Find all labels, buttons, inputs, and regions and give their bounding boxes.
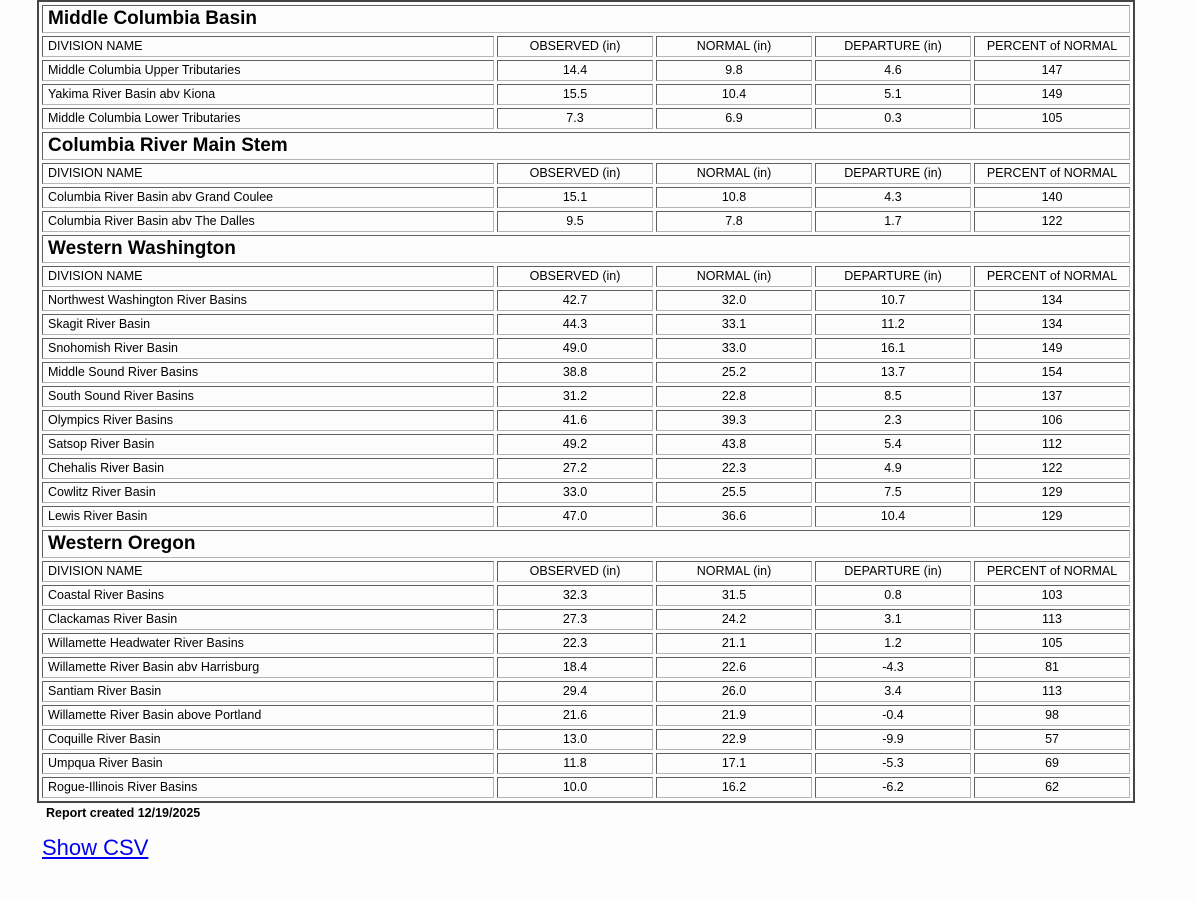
normal-cell: 22.8 bbox=[656, 386, 812, 407]
column-header: OBSERVED (in) bbox=[497, 266, 653, 287]
observed-cell: 27.2 bbox=[497, 458, 653, 479]
column-header: PERCENT of NORMAL bbox=[974, 163, 1130, 184]
table-row bbox=[42, 705, 1130, 726]
table-row bbox=[42, 609, 1130, 630]
section-title-cell bbox=[42, 235, 1130, 263]
observed-cell: 47.0 bbox=[497, 506, 653, 527]
normal-cell: 26.0 bbox=[656, 681, 812, 702]
observed-cell: 11.8 bbox=[497, 753, 653, 774]
column-header-row bbox=[42, 266, 1130, 287]
normal-cell: 16.2 bbox=[656, 777, 812, 798]
departure-cell: 4.3 bbox=[815, 187, 971, 208]
normal-cell: 17.1 bbox=[656, 753, 812, 774]
division-name-cell: Coastal River Basins bbox=[42, 585, 494, 606]
table-row bbox=[42, 753, 1130, 774]
column-header: NORMAL (in) bbox=[656, 36, 812, 57]
normal-cell: 22.6 bbox=[656, 657, 812, 678]
division-name-cell: Middle Sound River Basins bbox=[42, 362, 494, 383]
division-name-cell: Cowlitz River Basin bbox=[42, 482, 494, 503]
observed-cell: 44.3 bbox=[497, 314, 653, 335]
division-name-cell: Santiam River Basin bbox=[42, 681, 494, 702]
table-row bbox=[42, 729, 1130, 750]
percent-of-normal-cell: 69 bbox=[974, 753, 1130, 774]
departure-cell: 16.1 bbox=[815, 338, 971, 359]
normal-cell: 25.5 bbox=[656, 482, 812, 503]
section-title: Middle Columbia Basin bbox=[48, 8, 258, 29]
departure-cell: 10.4 bbox=[815, 506, 971, 527]
table-row bbox=[42, 60, 1130, 81]
observed-cell: 31.2 bbox=[497, 386, 653, 407]
normal-cell: 31.5 bbox=[656, 585, 812, 606]
table-row bbox=[42, 585, 1130, 606]
percent-of-normal-cell: 147 bbox=[974, 60, 1130, 81]
normal-cell: 21.9 bbox=[656, 705, 812, 726]
normal-cell: 25.2 bbox=[656, 362, 812, 383]
division-name-cell: Columbia River Basin abv The Dalles bbox=[42, 211, 494, 232]
departure-cell: -0.4 bbox=[815, 705, 971, 726]
column-header: NORMAL (in) bbox=[656, 163, 812, 184]
division-name-cell: South Sound River Basins bbox=[42, 386, 494, 407]
departure-cell: 11.2 bbox=[815, 314, 971, 335]
normal-cell: 36.6 bbox=[656, 506, 812, 527]
normal-cell: 24.2 bbox=[656, 609, 812, 630]
percent-of-normal-cell: 140 bbox=[974, 187, 1130, 208]
section-title-row bbox=[42, 5, 1130, 33]
observed-cell: 18.4 bbox=[497, 657, 653, 678]
departure-cell: 1.2 bbox=[815, 633, 971, 654]
percent-of-normal-cell: 105 bbox=[974, 108, 1130, 129]
table-row bbox=[42, 362, 1130, 383]
table-row bbox=[42, 338, 1130, 359]
percent-of-normal-cell: 149 bbox=[974, 338, 1130, 359]
column-header: DIVISION NAME bbox=[42, 561, 494, 582]
column-header: PERCENT of NORMAL bbox=[974, 36, 1130, 57]
departure-cell: 3.1 bbox=[815, 609, 971, 630]
division-name-cell: Snohomish River Basin bbox=[42, 338, 494, 359]
section-title: Western Washington bbox=[48, 238, 236, 259]
report-created-text: Report created 12/19/2025 bbox=[46, 806, 201, 820]
percent-of-normal-cell: 81 bbox=[974, 657, 1130, 678]
departure-cell: -6.2 bbox=[815, 777, 971, 798]
departure-cell: 4.6 bbox=[815, 60, 971, 81]
column-header-row bbox=[42, 36, 1130, 57]
observed-cell: 9.5 bbox=[497, 211, 653, 232]
normal-cell: 10.8 bbox=[656, 187, 812, 208]
observed-cell: 33.0 bbox=[497, 482, 653, 503]
observed-cell: 38.8 bbox=[497, 362, 653, 383]
percent-of-normal-cell: 154 bbox=[974, 362, 1130, 383]
division-name-cell: Columbia River Basin abv Grand Coulee bbox=[42, 187, 494, 208]
percent-of-normal-cell: 113 bbox=[974, 609, 1130, 630]
division-name-cell: Yakima River Basin abv Kiona bbox=[42, 84, 494, 105]
departure-cell: 2.3 bbox=[815, 410, 971, 431]
table-row bbox=[42, 458, 1130, 479]
departure-cell: 4.9 bbox=[815, 458, 971, 479]
section-title-cell bbox=[42, 132, 1130, 160]
percent-of-normal-cell: 103 bbox=[974, 585, 1130, 606]
table-row bbox=[42, 187, 1130, 208]
observed-cell: 15.5 bbox=[497, 84, 653, 105]
table-row bbox=[42, 211, 1130, 232]
percent-of-normal-cell: 134 bbox=[974, 314, 1130, 335]
column-header: NORMAL (in) bbox=[656, 561, 812, 582]
column-header: PERCENT of NORMAL bbox=[974, 266, 1130, 287]
observed-cell: 42.7 bbox=[497, 290, 653, 311]
section-title-row bbox=[42, 132, 1130, 160]
percent-of-normal-cell: 137 bbox=[974, 386, 1130, 407]
division-name-cell: Middle Columbia Upper Tributaries bbox=[42, 60, 494, 81]
column-header: DEPARTURE (in) bbox=[815, 561, 971, 582]
column-header: DIVISION NAME bbox=[42, 266, 494, 287]
column-header: PERCENT of NORMAL bbox=[974, 561, 1130, 582]
normal-cell: 22.9 bbox=[656, 729, 812, 750]
column-header: DIVISION NAME bbox=[42, 163, 494, 184]
table-row bbox=[42, 633, 1130, 654]
normal-cell: 39.3 bbox=[656, 410, 812, 431]
table-row bbox=[42, 482, 1130, 503]
normal-cell: 21.1 bbox=[656, 633, 812, 654]
section-title: Western Oregon bbox=[48, 533, 196, 554]
column-header: OBSERVED (in) bbox=[497, 163, 653, 184]
observed-cell: 13.0 bbox=[497, 729, 653, 750]
section-title-row bbox=[42, 235, 1130, 263]
departure-cell: 8.5 bbox=[815, 386, 971, 407]
report-table-body bbox=[42, 5, 1130, 798]
percent-of-normal-cell: 62 bbox=[974, 777, 1130, 798]
table-row bbox=[42, 386, 1130, 407]
departure-cell: 7.5 bbox=[815, 482, 971, 503]
departure-cell: 5.1 bbox=[815, 84, 971, 105]
table-row bbox=[42, 777, 1130, 798]
observed-cell: 21.6 bbox=[497, 705, 653, 726]
column-header-row bbox=[42, 561, 1130, 582]
column-header: DEPARTURE (in) bbox=[815, 163, 971, 184]
normal-cell: 6.9 bbox=[656, 108, 812, 129]
section-title-row bbox=[42, 530, 1130, 558]
division-name-cell: Northwest Washington River Basins bbox=[42, 290, 494, 311]
column-header: DIVISION NAME bbox=[42, 36, 494, 57]
normal-cell: 10.4 bbox=[656, 84, 812, 105]
departure-cell: 13.7 bbox=[815, 362, 971, 383]
normal-cell: 22.3 bbox=[656, 458, 812, 479]
column-header: OBSERVED (in) bbox=[497, 36, 653, 57]
observed-cell: 14.4 bbox=[497, 60, 653, 81]
division-name-cell: Umpqua River Basin bbox=[42, 753, 494, 774]
percent-of-normal-cell: 149 bbox=[974, 84, 1130, 105]
table-row bbox=[42, 506, 1130, 527]
percent-of-normal-cell: 129 bbox=[974, 482, 1130, 503]
departure-cell: 3.4 bbox=[815, 681, 971, 702]
table-row bbox=[42, 108, 1130, 129]
table-row bbox=[42, 681, 1130, 702]
division-name-cell: Skagit River Basin bbox=[42, 314, 494, 335]
division-name-cell: Olympics River Basins bbox=[42, 410, 494, 431]
percent-of-normal-cell: 112 bbox=[974, 434, 1130, 455]
percent-of-normal-cell: 122 bbox=[974, 211, 1130, 232]
departure-cell: -9.9 bbox=[815, 729, 971, 750]
normal-cell: 7.8 bbox=[656, 211, 812, 232]
section-title-cell bbox=[42, 5, 1130, 33]
division-name-cell: Coquille River Basin bbox=[42, 729, 494, 750]
percent-of-normal-cell: 98 bbox=[974, 705, 1130, 726]
observed-cell: 49.2 bbox=[497, 434, 653, 455]
table-row bbox=[42, 434, 1130, 455]
departure-cell: 0.3 bbox=[815, 108, 971, 129]
column-header-row bbox=[42, 163, 1130, 184]
show-csv-link[interactable]: Show CSV bbox=[42, 835, 149, 860]
precipitation-report-table bbox=[37, 0, 1135, 803]
division-name-cell: Willamette River Basin abv Harrisburg bbox=[42, 657, 494, 678]
column-header: DEPARTURE (in) bbox=[815, 36, 971, 57]
departure-cell: -5.3 bbox=[815, 753, 971, 774]
division-name-cell: Middle Columbia Lower Tributaries bbox=[42, 108, 494, 129]
observed-cell: 7.3 bbox=[497, 108, 653, 129]
division-name-cell: Willamette River Basin above Portland bbox=[42, 705, 494, 726]
observed-cell: 49.0 bbox=[497, 338, 653, 359]
division-name-cell: Clackamas River Basin bbox=[42, 609, 494, 630]
percent-of-normal-cell: 57 bbox=[974, 729, 1130, 750]
departure-cell: 5.4 bbox=[815, 434, 971, 455]
table-row bbox=[42, 410, 1130, 431]
division-name-cell: Satsop River Basin bbox=[42, 434, 494, 455]
table-row bbox=[42, 314, 1130, 335]
normal-cell: 33.0 bbox=[656, 338, 812, 359]
table-row bbox=[42, 290, 1130, 311]
observed-cell: 27.3 bbox=[497, 609, 653, 630]
departure-cell: -4.3 bbox=[815, 657, 971, 678]
observed-cell: 41.6 bbox=[497, 410, 653, 431]
column-header: DEPARTURE (in) bbox=[815, 266, 971, 287]
departure-cell: 0.8 bbox=[815, 585, 971, 606]
table-row bbox=[42, 657, 1130, 678]
percent-of-normal-cell: 113 bbox=[974, 681, 1130, 702]
division-name-cell: Willamette Headwater River Basins bbox=[42, 633, 494, 654]
observed-cell: 22.3 bbox=[497, 633, 653, 654]
percent-of-normal-cell: 134 bbox=[974, 290, 1130, 311]
percent-of-normal-cell: 105 bbox=[974, 633, 1130, 654]
normal-cell: 32.0 bbox=[656, 290, 812, 311]
table-row bbox=[42, 84, 1130, 105]
observed-cell: 15.1 bbox=[497, 187, 653, 208]
column-header: NORMAL (in) bbox=[656, 266, 812, 287]
section-title: Columbia River Main Stem bbox=[48, 135, 288, 156]
column-header: OBSERVED (in) bbox=[497, 561, 653, 582]
departure-cell: 10.7 bbox=[815, 290, 971, 311]
normal-cell: 9.8 bbox=[656, 60, 812, 81]
observed-cell: 29.4 bbox=[497, 681, 653, 702]
departure-cell: 1.7 bbox=[815, 211, 971, 232]
normal-cell: 43.8 bbox=[656, 434, 812, 455]
percent-of-normal-cell: 122 bbox=[974, 458, 1130, 479]
division-name-cell: Rogue-Illinois River Basins bbox=[42, 777, 494, 798]
division-name-cell: Lewis River Basin bbox=[42, 506, 494, 527]
observed-cell: 10.0 bbox=[497, 777, 653, 798]
percent-of-normal-cell: 129 bbox=[974, 506, 1130, 527]
section-title-cell bbox=[42, 530, 1130, 558]
division-name-cell: Chehalis River Basin bbox=[42, 458, 494, 479]
normal-cell: 33.1 bbox=[656, 314, 812, 335]
percent-of-normal-cell: 106 bbox=[974, 410, 1130, 431]
observed-cell: 32.3 bbox=[497, 585, 653, 606]
